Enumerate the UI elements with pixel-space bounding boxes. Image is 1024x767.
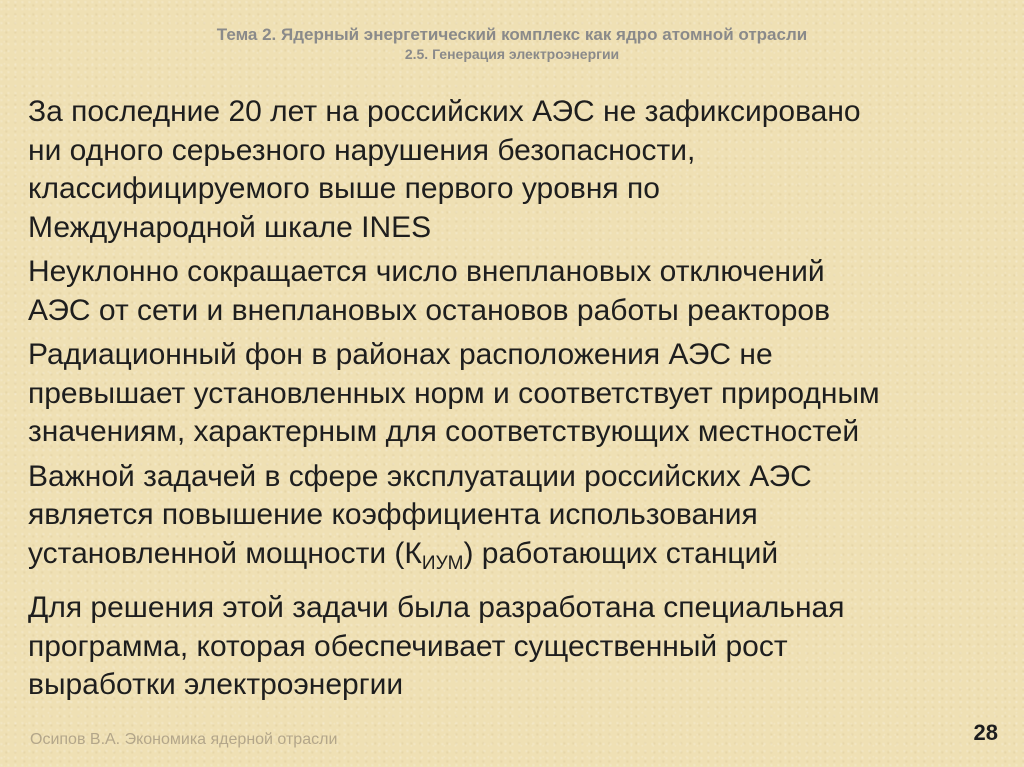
- slide-subtitle: 2.5. Генерация электроэнергии: [404, 46, 620, 62]
- text-line: Международной шкале INES: [28, 210, 432, 244]
- paragraph-radiation: [28, 336, 1008, 452]
- text-line-with-subscript: [28, 536, 779, 574]
- text-line: За последние 20 лет на российских АЭС не зафиксировано: [28, 95, 861, 128]
- text-line: является повышение коэффициента использования: [28, 498, 758, 531]
- text-line: Важной задачей в сфере эксплуатации российских АЭС: [28, 459, 812, 493]
- text-fragment: установленной мощности (К: [28, 536, 422, 570]
- slide-title: Тема 2. Ядерный энергетический комплекс как ядро атомной отрасли: [216, 25, 808, 44]
- slide-header: [0, 24, 1024, 64]
- page-number: 28: [973, 720, 998, 745]
- text-line: значениям, характерным для соответствующих местностей: [28, 415, 860, 448]
- paragraph-safety: [28, 93, 1008, 247]
- text-line: АЭС от сети и внеплановых остановов работы реакторов: [28, 293, 831, 327]
- text-line: программа, которая обеспечивает существенный рост: [28, 629, 788, 663]
- text-fragment: ) работающих станций: [463, 536, 779, 570]
- text-line: превышает установленных норм и соответствует природным: [28, 376, 880, 410]
- paragraph-program: [28, 589, 1008, 705]
- text-line: выработки электроэнергии: [28, 668, 404, 701]
- footer-author: Осипов В.А. Экономика ядерной отрасли: [30, 731, 338, 748]
- text-line: Неуклонно сокращается число внеплановых отключений: [28, 255, 825, 288]
- paragraph-outages: [28, 253, 1008, 330]
- text-line: Для решения этой задачи была разработана специальная: [28, 591, 845, 624]
- text-line: классифицируемого выше первого уровня по: [28, 172, 660, 205]
- kium-subscript: ИУМ: [421, 552, 464, 574]
- text-line: Радиационный фон в районах расположения АЭС не: [28, 338, 773, 371]
- text-line: ни одного серьезного нарушения безопасности,: [28, 133, 696, 167]
- slide-body: [28, 93, 1008, 711]
- paragraph-capacity-factor: [28, 458, 1008, 584]
